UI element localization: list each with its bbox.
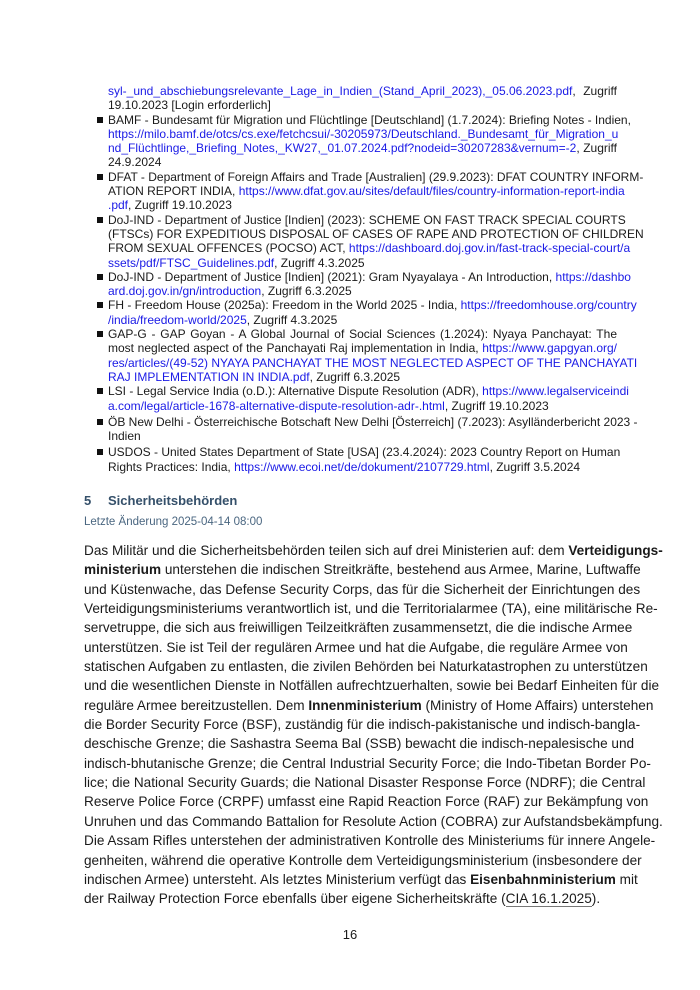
text-line (108, 184, 625, 199)
text-line (108, 269, 631, 284)
text-span: GAP-G - GAP Goyan - A Global Journal of Social Sciences (1.2024): Nyaya Panchayat: The (108, 327, 617, 342)
text-line (108, 226, 644, 241)
reference-item (97, 212, 644, 270)
text-span: Die Assam Rifles unterstehen der administrativen Kontrolle des Ministeriums für innere Angele- (84, 833, 656, 849)
reference-item (97, 414, 638, 444)
text-line (108, 429, 617, 443)
text-line (108, 341, 617, 355)
reference-link[interactable]: res/articles/(49-52) NYAYA PANCHAYAT THE MOST NEGLECTED ASPECT OF THE PANCHAYATI (108, 355, 638, 370)
text-line (108, 460, 617, 474)
text-line (108, 370, 617, 384)
reference-link[interactable]: syl-_und_abschiebungsrelevante_Lage_in_Indien_(Stand_April_2023),_05.06.2023.pdf (108, 84, 573, 98)
text-line (108, 84, 617, 98)
text-span: FH - Freedom House (2025a): Freedom in the World 2025 - India, (108, 298, 461, 313)
text-span: Indien (108, 429, 141, 444)
text-line (108, 298, 637, 313)
text-line (84, 638, 628, 657)
reference-item (97, 298, 637, 327)
text-span: USDOS - United States Department of State [USA] (23.4.2024): 2023 Country Report on Human (108, 445, 621, 460)
text-line (84, 541, 663, 560)
text-span: und Küstenwache, das Defense Security Corps, das für die Sicherheit der Einrichtungen des (84, 581, 641, 597)
text-line (108, 414, 638, 429)
text-span: 19.10.2023 [Login erforderlich] (108, 98, 271, 113)
text-span: most neglected aspect of the Panchayati Raj implementation in India, (108, 341, 483, 356)
text-span: Rights Practices: India, (108, 459, 235, 474)
reference-link[interactable]: RAJ IMPLEMENTATION IN INDIA.pdf (108, 369, 310, 384)
page-number: 16 (342, 926, 358, 942)
bullet-icon (97, 117, 103, 123)
reference-link[interactable]: https://www.ecoi.net/de/dokument/2107729.html (234, 459, 490, 474)
reference-item (97, 327, 638, 384)
body-paragraph (84, 541, 663, 909)
text-line (108, 355, 638, 370)
reference-link[interactable]: https://www.legalserviceindi (482, 384, 629, 399)
text-line (108, 112, 631, 127)
text-line (84, 560, 641, 579)
reference-link[interactable]: nd_Flüchtlinge,_Briefing_Notes,_KW27,_01.07.2024.pdf?nodeid=30207283&vernum=-2 (108, 141, 577, 156)
text-span: FROM SEXUAL OFFENCES (POCSO) ACT, (108, 241, 349, 256)
reference-item (97, 169, 644, 213)
reference-item (97, 445, 621, 474)
text-span: ATION REPORT INDIA, (108, 184, 239, 199)
bullet-icon (97, 388, 103, 394)
text-span: indisch-bhutanische Grenze; die Central Industrial Security Force; die Indo-Tibetan Border Po- (84, 755, 651, 771)
text-line (108, 127, 617, 141)
text-span: Das Militär und die Sicherheitsbehörden teilen sich auf drei Ministerien auf: dem (84, 543, 569, 559)
reference-item (97, 112, 631, 170)
text-line (108, 212, 626, 227)
bold-term: Verteidigungs- (568, 543, 663, 559)
text-line (108, 445, 621, 460)
text-span: , Zugriff (576, 141, 617, 156)
text-span: Unruhen und das Commando Battalion for Resolute Action (COBRA) zur Aufstandsbekämpfung. (84, 813, 663, 829)
text-line (84, 870, 638, 889)
text-line (108, 399, 617, 413)
reference-link[interactable]: https://freedomhouse.org/country (460, 298, 637, 313)
text-line (108, 241, 631, 256)
text-line (108, 169, 644, 184)
text-line (108, 98, 617, 112)
reference-item (97, 84, 617, 113)
text-span: unterstehen die indischen Streitkräfte, bestehend aus Armee, Marine, Luftwaffe (161, 562, 641, 578)
bullet-icon (97, 174, 103, 180)
text-span: servetruppe, die sich aus freiwilligen Teilzeitkräften zusammensetzt, die die indische Armee (84, 620, 633, 636)
text-span: BAMF - Bundesamt für Migration und Flüchtlinge [Deutschland] (1.7.2024): Briefing Notes - Indien, (108, 112, 631, 127)
text-line (108, 313, 617, 327)
text-span: (FTSCs) FOR EXPEDITIOUS DISPOSAL OF CASES OF RAPE AND PROTECTION OF CHILDREN (108, 226, 644, 241)
bullet-icon (97, 449, 103, 455)
text-span: (Ministry of Home Affairs) unterstehen (421, 697, 654, 713)
text-span: genheiten, während die operative Kontrolle dem Verteidigungsministerium (insbesondere der (84, 852, 642, 868)
text-line (84, 734, 635, 753)
text-line (108, 384, 629, 399)
citation-link[interactable]: CIA 16.1.2025 (505, 891, 592, 907)
bullet-icon (97, 331, 103, 337)
text-span: , Zugriff 6.3.2025 (261, 284, 352, 299)
text-span: indischen Armee) untersteht. Als letztes Ministerium verfügt das (84, 871, 471, 887)
text-span: und die wesentlichen Dienste in Notfällen aufrechtzuerhalten, sowie bei Bedarf Einheiten für die (84, 678, 660, 694)
text-span: Verteidigungsministeriums verantwortlich ist, und die Territorialarmee (TA), eine militärische Re- (84, 601, 658, 617)
text-line (108, 141, 617, 155)
text-span: unterstützen. Sie ist Teil der regulären Armee und hat die Aufgabe, die reguläre Armee von (84, 639, 628, 655)
reference-item (97, 269, 631, 299)
text-line (108, 284, 617, 298)
reference-link[interactable]: https://dashbo (555, 269, 631, 284)
text-span: , Zugriff (572, 84, 617, 98)
text-span: ÖB New Delhi - Österreichische Botschaft New Delhi [Österreich] (7.2023): Asylländerbericht 2023 - (108, 414, 638, 429)
text-line (84, 773, 646, 792)
reference-link[interactable]: ard.doj.gov.in/gn/introduction (108, 284, 262, 299)
reference-list (97, 84, 644, 474)
reference-link[interactable]: https://www.dfat.gov.au/sites/default/files/country-information-report-india (238, 184, 625, 199)
text-span: , Zugriff 19.10.2023 (128, 198, 232, 213)
section-number: 5 (84, 493, 92, 509)
text-span: , Zugriff 4.3.2025 (274, 255, 365, 270)
text-span: lice; die National Security Guards; die National Disaster Response Force (NDRF); die Central (84, 775, 646, 791)
text-line (84, 812, 663, 831)
text-line (84, 696, 654, 715)
text-span: DFAT - Department of Foreign Affairs and Trade [Australien] (29.9.2023): DFAT COUNTRY INFORM- (108, 169, 644, 184)
text-span: Reserve Police Force (CRPF) umfasst eine Rapid Reaction Force (RAF) zur Bekämpfung von (84, 794, 649, 810)
text-line (84, 831, 656, 850)
bold-term: Eisenbahnministerium (470, 871, 616, 887)
text-line (108, 198, 617, 212)
text-span: ). (591, 891, 601, 907)
section-heading (84, 493, 700, 509)
text-line (84, 618, 633, 637)
bullet-icon (97, 302, 103, 308)
text-line (84, 599, 658, 618)
text-span: deschische Grenze; die Sashastra Seema Bal (SSB) bewacht die indisch-nepalesische und (84, 736, 635, 752)
text-line (84, 792, 649, 811)
text-line (108, 155, 617, 169)
text-span: DoJ-IND - Department of Justice [Indien] (2021): Gram Nyayalaya - An Introduction, (108, 269, 556, 284)
reference-item (97, 384, 629, 413)
text-span: , Zugriff 19.10.2023 (444, 398, 549, 413)
reference-link[interactable]: a.com/legal/article-1678-alternative-dispute-resolution-adr-.html (108, 398, 445, 413)
text-span: , Zugriff 3.5.2024 (489, 459, 581, 474)
text-span: der Railway Protection Force ebenfalls über eigene Sicherheitskräfte ( (84, 891, 506, 907)
text-line (84, 889, 616, 908)
text-line (84, 715, 641, 734)
reference-link[interactable]: ssets/pdf/FTSC_Guidelines.pdf (108, 255, 275, 270)
reference-link[interactable]: https://www.gapgyan.org/ (482, 341, 617, 356)
bullet-icon (97, 217, 103, 223)
text-span: mit (615, 871, 638, 887)
text-line (108, 256, 617, 270)
text-span: LSI - Legal Service India (o.D.): Alternative Dispute Resolution (ADR), (108, 384, 483, 399)
text-span: reguläre Armee bereitzustellen. Dem (84, 697, 309, 713)
text-span: DoJ-IND - Department of Justice [Indien] (2023): SCHEME ON FAST TRACK SPECIAL COURTS (108, 212, 626, 227)
bullet-icon (97, 274, 103, 280)
text-line (84, 580, 641, 599)
reference-link[interactable]: https://milo.bamf.de/otcs/cs.exe/fetchcsui/-30205973/Deutschland._Bundesamt_für_Migration_u (108, 126, 619, 141)
reference-link[interactable]: .pdf (108, 198, 129, 213)
text-line (84, 754, 651, 773)
last-change-date: Letzte Änderung 2025-04-14 08:00 (84, 516, 263, 529)
reference-link[interactable]: /india/freedom-world/2025 (108, 312, 247, 327)
text-span: , Zugriff 6.3.2025 (309, 369, 401, 384)
text-span: die Border Security Force (BSF), zuständig für die indisch-pakistanische und indisch-bangla- (84, 717, 641, 733)
section-title: Sicherheitsbehörden (108, 493, 238, 509)
text-line (84, 851, 642, 870)
text-span: statischen Aufgaben zu entlasten, die zivilen Behörden bei Naturkatastrophen zu unterstützen (84, 659, 648, 675)
reference-link[interactable]: https://dashboard.doj.gov.in/fast-track-special-court/a (348, 241, 631, 256)
text-line (84, 657, 648, 676)
bold-term: ministerium (84, 562, 162, 578)
text-span: 24.9.2024 (108, 155, 162, 170)
bullet-icon (97, 419, 103, 425)
text-line (108, 327, 617, 341)
text-span: , Zugriff 4.3.2025 (246, 312, 338, 327)
text-line (84, 676, 660, 695)
bold-term: Innenministerium (308, 697, 422, 713)
